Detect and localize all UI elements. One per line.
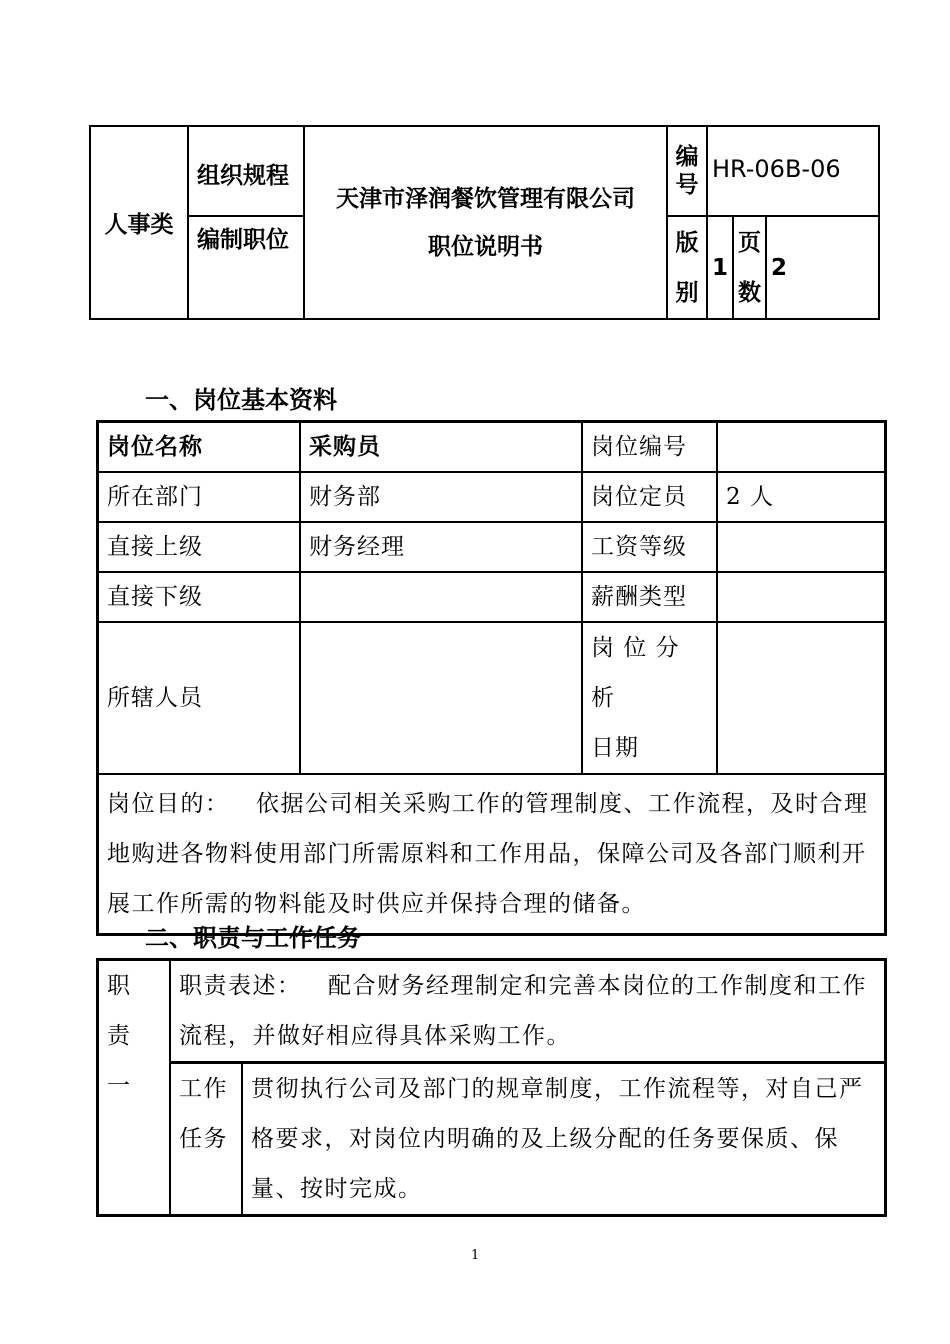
label-headcount: 岗位定员 bbox=[582, 472, 717, 522]
duty-desc-label: 职责表述： bbox=[179, 973, 302, 999]
label-position-name: 岗位名称 bbox=[98, 422, 301, 473]
value-superior: 财务经理 bbox=[300, 522, 582, 572]
value-analysis-date bbox=[717, 622, 886, 774]
table-row bbox=[98, 522, 886, 572]
duty-label-line2: 一 bbox=[107, 1073, 132, 1099]
page-number: 1 bbox=[471, 1248, 480, 1263]
duty-label-line1: 职 责 bbox=[107, 973, 132, 1049]
table-row bbox=[98, 422, 886, 473]
value-headcount: 2 人 bbox=[717, 472, 886, 522]
table-row bbox=[98, 774, 886, 935]
company-title-cell bbox=[304, 126, 667, 319]
pages-value-cell: 2 bbox=[766, 216, 879, 319]
basic-info-table bbox=[96, 420, 887, 936]
label-position-code: 岗位编号 bbox=[582, 422, 717, 473]
value-position-code bbox=[717, 422, 886, 473]
value-staff bbox=[300, 622, 582, 774]
section1-title: 一、岗位基本资料 bbox=[145, 386, 337, 414]
header-table bbox=[89, 125, 880, 320]
edition-label-cell bbox=[667, 216, 707, 319]
doc-title: 职位说明书 bbox=[428, 233, 543, 260]
value-position-name: 采购员 bbox=[300, 422, 582, 473]
value-department: 财务部 bbox=[300, 472, 582, 522]
category-cell: 人事类 bbox=[90, 126, 188, 319]
value-salary-grade bbox=[717, 522, 886, 572]
label-subordinate: 直接下级 bbox=[98, 572, 301, 622]
org-rules-cell: 组织规程 bbox=[188, 126, 304, 216]
section2-title: 二、职责与工作任务 bbox=[145, 924, 361, 952]
pages-label-2: 数 bbox=[738, 279, 762, 306]
label-superior: 直接上级 bbox=[98, 522, 301, 572]
table-row bbox=[98, 960, 886, 1063]
compile-position-cell: 编制职位 bbox=[188, 216, 304, 319]
label-salary-grade: 工资等级 bbox=[582, 522, 717, 572]
edition-label-1: 版 bbox=[675, 229, 699, 256]
code-label-cell bbox=[667, 126, 707, 216]
label-analysis-date-line1: 岗 位 分 析 bbox=[591, 635, 680, 711]
label-staff: 所辖人员 bbox=[98, 622, 301, 774]
company-name: 天津市泽润餐饮管理有限公司 bbox=[336, 185, 635, 212]
code-label-2: 号 bbox=[675, 172, 699, 198]
label-pay-type: 薪酬类型 bbox=[582, 572, 717, 622]
duty-number-cell bbox=[98, 960, 171, 1216]
pages-label-cell bbox=[733, 216, 766, 319]
task-label-cell bbox=[170, 1063, 242, 1216]
label-analysis-date-line2: 日期 bbox=[591, 735, 639, 761]
edition-label-2: 别 bbox=[675, 279, 699, 306]
code-label-1: 编 bbox=[675, 144, 699, 170]
edition-value-cell: 1 bbox=[707, 216, 733, 319]
task-label-line1: 工作 bbox=[179, 1076, 228, 1102]
label-department: 所在部门 bbox=[98, 472, 301, 522]
value-subordinate bbox=[300, 572, 582, 622]
table-row bbox=[98, 572, 886, 622]
table-row bbox=[98, 472, 886, 522]
purpose-text: 依据公司相关采购工作的管理制度、工作流程，及时合理地购进各物料使用部门所需原料和工作用品，保障公司及各部门顺利开展工作所需的物料能及时供应并保持合理的储备。 bbox=[107, 791, 869, 917]
duty-desc-text: 配合财务经理制定和完善本岗位的工作制度和工作流程，并做好相应得具体采购工作。 bbox=[179, 973, 867, 1049]
position-purpose-cell bbox=[98, 774, 886, 935]
table-row bbox=[98, 622, 886, 774]
code-value-cell: HR-06B-06 bbox=[707, 126, 879, 216]
duty-description-cell bbox=[170, 960, 886, 1063]
label-analysis-date bbox=[582, 622, 717, 774]
table-row bbox=[98, 1063, 886, 1216]
pages-label-1: 页 bbox=[738, 229, 762, 256]
task-label-line2: 任务 bbox=[179, 1126, 228, 1152]
purpose-label: 岗位目的： bbox=[107, 791, 230, 817]
duty-table bbox=[96, 958, 887, 1217]
task-text-cell: 贯彻执行公司及部门的规章制度，工作流程等，对自己严格要求，对岗位内明确的及上级分配的任务要保质、保量、按时完成。 bbox=[242, 1063, 886, 1216]
value-pay-type bbox=[717, 572, 886, 622]
